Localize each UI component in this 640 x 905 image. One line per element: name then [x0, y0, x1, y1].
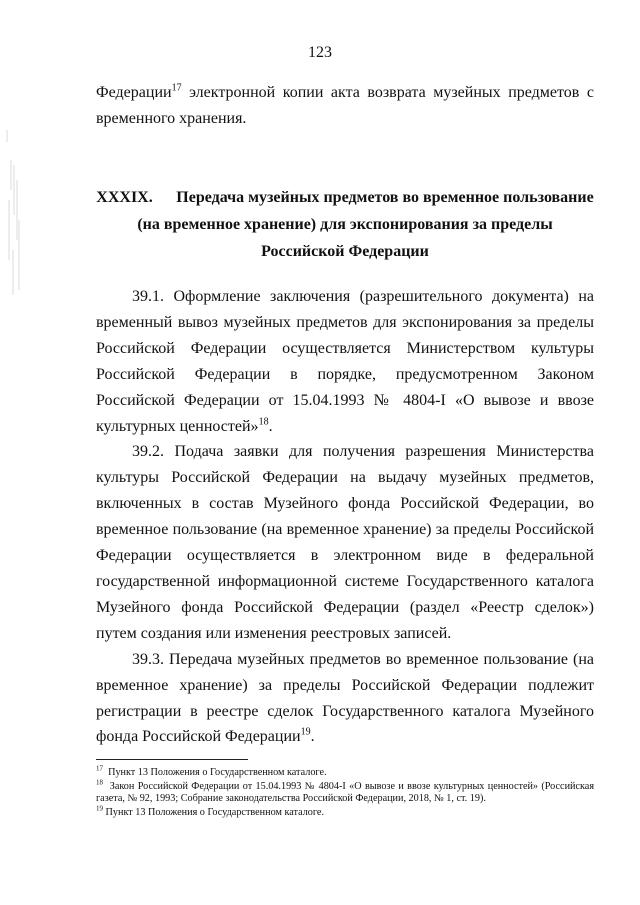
body-text [96, 284, 594, 750]
footnote-17 [96, 764, 594, 780]
page-number: 123 [308, 44, 332, 61]
section-heading [96, 184, 594, 265]
footnote-text: Пункт 13 Положения о Государственном каталоге. [105, 806, 324, 818]
footnote-ref-17[interactable]: 17 [171, 82, 182, 94]
paragraph-39-2 [96, 439, 594, 646]
footnotes [96, 764, 595, 820]
paragraph-39-1 [96, 284, 594, 439]
paragraph-end: . [310, 728, 315, 746]
intro-text-after: электронной копии акта возврата музейных предметов с временного хранения. [96, 84, 594, 127]
footnote-number: 17 [96, 764, 103, 773]
footnote-number: 18 [96, 778, 103, 787]
footnote-18 [96, 778, 595, 806]
intro-paragraph [96, 80, 594, 132]
footnote-19 [96, 804, 594, 820]
paragraph-39-3 [96, 647, 594, 751]
footnote-separator [96, 759, 248, 760]
paragraph-text: 39.3. Передача музейных предметов во временное пользование (на временное хранение) за пределы Российской Федерации подлежит регистрации в реестре сделок Государственного каталога Музейного фонда Российской Федерации [96, 650, 594, 746]
paragraph-text: 39.2. Подача заявки для получения разрешения Министерства культуры Российской Федерации на выдачу музейных предметов, включенных в состав Музейного фонда Российской Федерации, во временное пользование (на временное хранение) за пределы Российской Федерации осуществляется в электронном виде в федеральной государственной информационной системе Государственного каталога Музейного фонда Российской Федерации (раздел «Реестр сделок») путем создания или изменения реестровых записей. [96, 443, 594, 642]
footnote-ref-18[interactable]: 18 [258, 416, 269, 428]
footnote-text: Пункт 13 Положения о Государственном каталоге. [108, 767, 327, 778]
footnote-ref-19[interactable]: 19 [300, 727, 311, 739]
paragraph-end: . [268, 417, 273, 435]
section-title: Передача музейных предметов во временное пользование (на временное хранение) для экспонирования за пределы Российской Федерации [137, 189, 594, 260]
intro-text: Федерации [96, 84, 172, 101]
footnote-number: 19 [96, 804, 103, 813]
scan-margin-marks [4, 120, 22, 300]
footnote-text: Закон Российской Федерации от 15.04.1993 № 4804-I «О вывозе и ввозе культурных ценностей» (Российская газета, № 92, 1993; Собрание законодательства Российской Федерации, 2018, № 1, ст. 19). [96, 780, 595, 805]
section-number: XXXIX. [96, 189, 153, 206]
paragraph-text: 39.1. Оформление заключения (разрешительного документа) на временный вывоз музейных предметов для экспонирования за пределы Российской Федерации осуществляется Министерством культуры Российской Федерации в порядке, предусмотренном Законом Российской Федерации от 15.04.1993 № 4804-I «О вывозе и ввозе культурных ценностей» [96, 288, 594, 435]
